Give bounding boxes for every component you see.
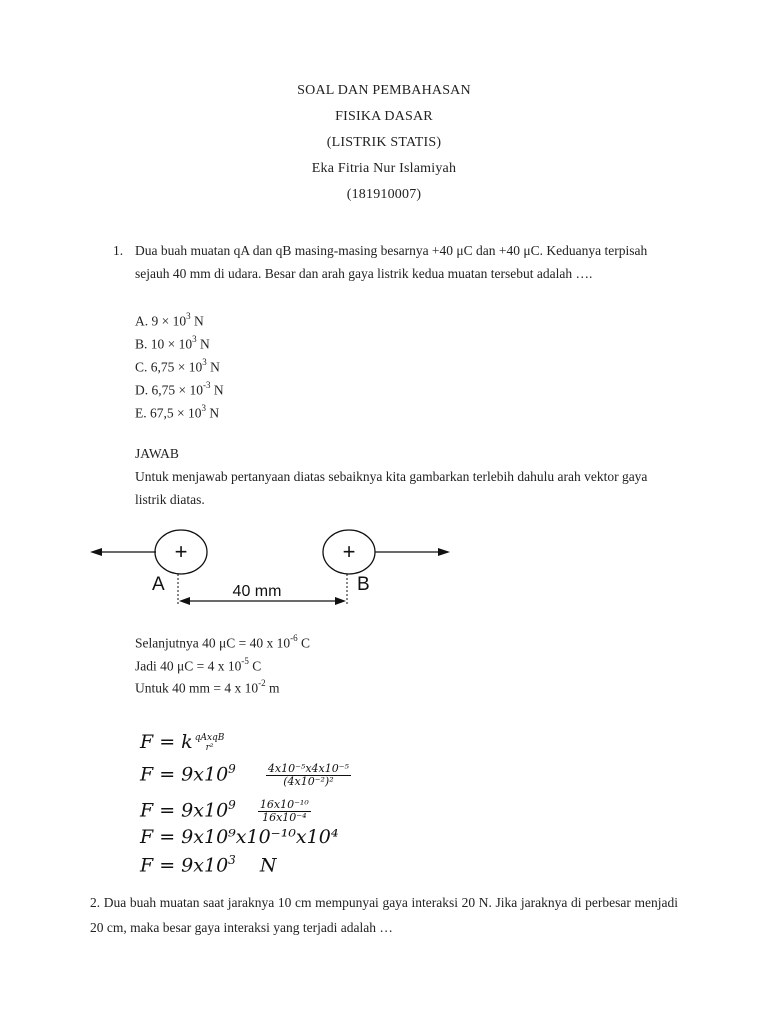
header-title: SOAL DAN PEMBAHASAN bbox=[297, 83, 471, 98]
distance-arrowhead-left-icon bbox=[179, 597, 190, 605]
arrowhead-right-icon bbox=[438, 548, 450, 556]
force-vector-diagram bbox=[80, 522, 460, 612]
formula-simplified: $F = 9x10^9$ $\frac{\text{16x10⁻¹⁰}}{\text{16x10⁻⁴}}$ bbox=[140, 797, 309, 824]
document-header bbox=[0, 78, 768, 208]
charge-b-sign: + bbox=[342, 539, 356, 564]
question-1-options bbox=[135, 306, 224, 421]
header-topic: (LISTRIK STATIS) bbox=[326, 135, 442, 150]
question-1-number: 1. bbox=[113, 243, 124, 258]
step-1: Selanjutnya 40 μC = 40 x $10^{-6}$ C bbox=[135, 633, 310, 651]
charge-a-sign: + bbox=[174, 539, 188, 564]
label-a: A bbox=[152, 574, 165, 595]
formula-coulomb: F = k qAxqB r² bbox=[140, 731, 225, 753]
formula-substitution: $F = 9x10^9$ $\frac{\text{4x10⁻⁵x4x10⁻⁵}}{\text{(4x10⁻²)²}}$ bbox=[140, 761, 349, 788]
step-2: Jadi 40 μC = 4 x $10^{-5}$ C bbox=[135, 655, 262, 673]
formula-powers: F = 9x10⁹x10⁻¹⁰x10⁴ bbox=[140, 826, 339, 848]
header-author: Eka Fitria Nur Islamiyah bbox=[311, 161, 457, 176]
answer-intro: Untuk menjawab pertanyaan diatas sebaiknya kita gambarkan terlebih dahulu arah vektor gaya listrik diatas. bbox=[135, 469, 648, 507]
arrowhead-left-icon bbox=[90, 548, 102, 556]
option-e: E. $67,5 \times 10^3$ N bbox=[135, 403, 220, 421]
option-d: D. $6,75 \times 10^{-3}$ N bbox=[135, 380, 224, 398]
answer-section bbox=[135, 442, 680, 511]
option-c: C. $6,75 \times 10^3$ N bbox=[135, 357, 220, 375]
question-2-text: 2. Dua buah muatan saat jaraknya 10 cm mempunyai gaya interaksi 20 N. Jika jaraknya di perbesar menjadi 20 cm, maka besar gaya interaksi yang terjadi adalah … bbox=[90, 895, 678, 935]
step-3: Untuk 40 mm = 4 x $10^{-2}$ m bbox=[135, 678, 280, 696]
conversion-steps bbox=[135, 628, 310, 696]
option-a: A. $9 \times 10^3$ N bbox=[135, 311, 204, 329]
distance-label: 40 mm bbox=[232, 583, 282, 600]
formula-result: $F = 9x10^3$ N bbox=[140, 853, 277, 877]
question-1-text: Dua buah muatan qA dan qB masing-masing besarnya +40 μC dan +40 μC. Keduanya terpisah sejauh 40 mm di udara. Besar dan arah gaya listrik kedua muatan tersebut adalah …. bbox=[135, 243, 648, 281]
header-student-id: (181910007) bbox=[346, 187, 422, 202]
label-b: B bbox=[357, 574, 370, 595]
distance-arrowhead-right-icon bbox=[335, 597, 346, 605]
option-b: B. $10 \times 10^3$ N bbox=[135, 334, 210, 352]
header-subject: FISIKA DASAR bbox=[335, 109, 433, 124]
answer-heading: JAWAB bbox=[135, 446, 179, 461]
